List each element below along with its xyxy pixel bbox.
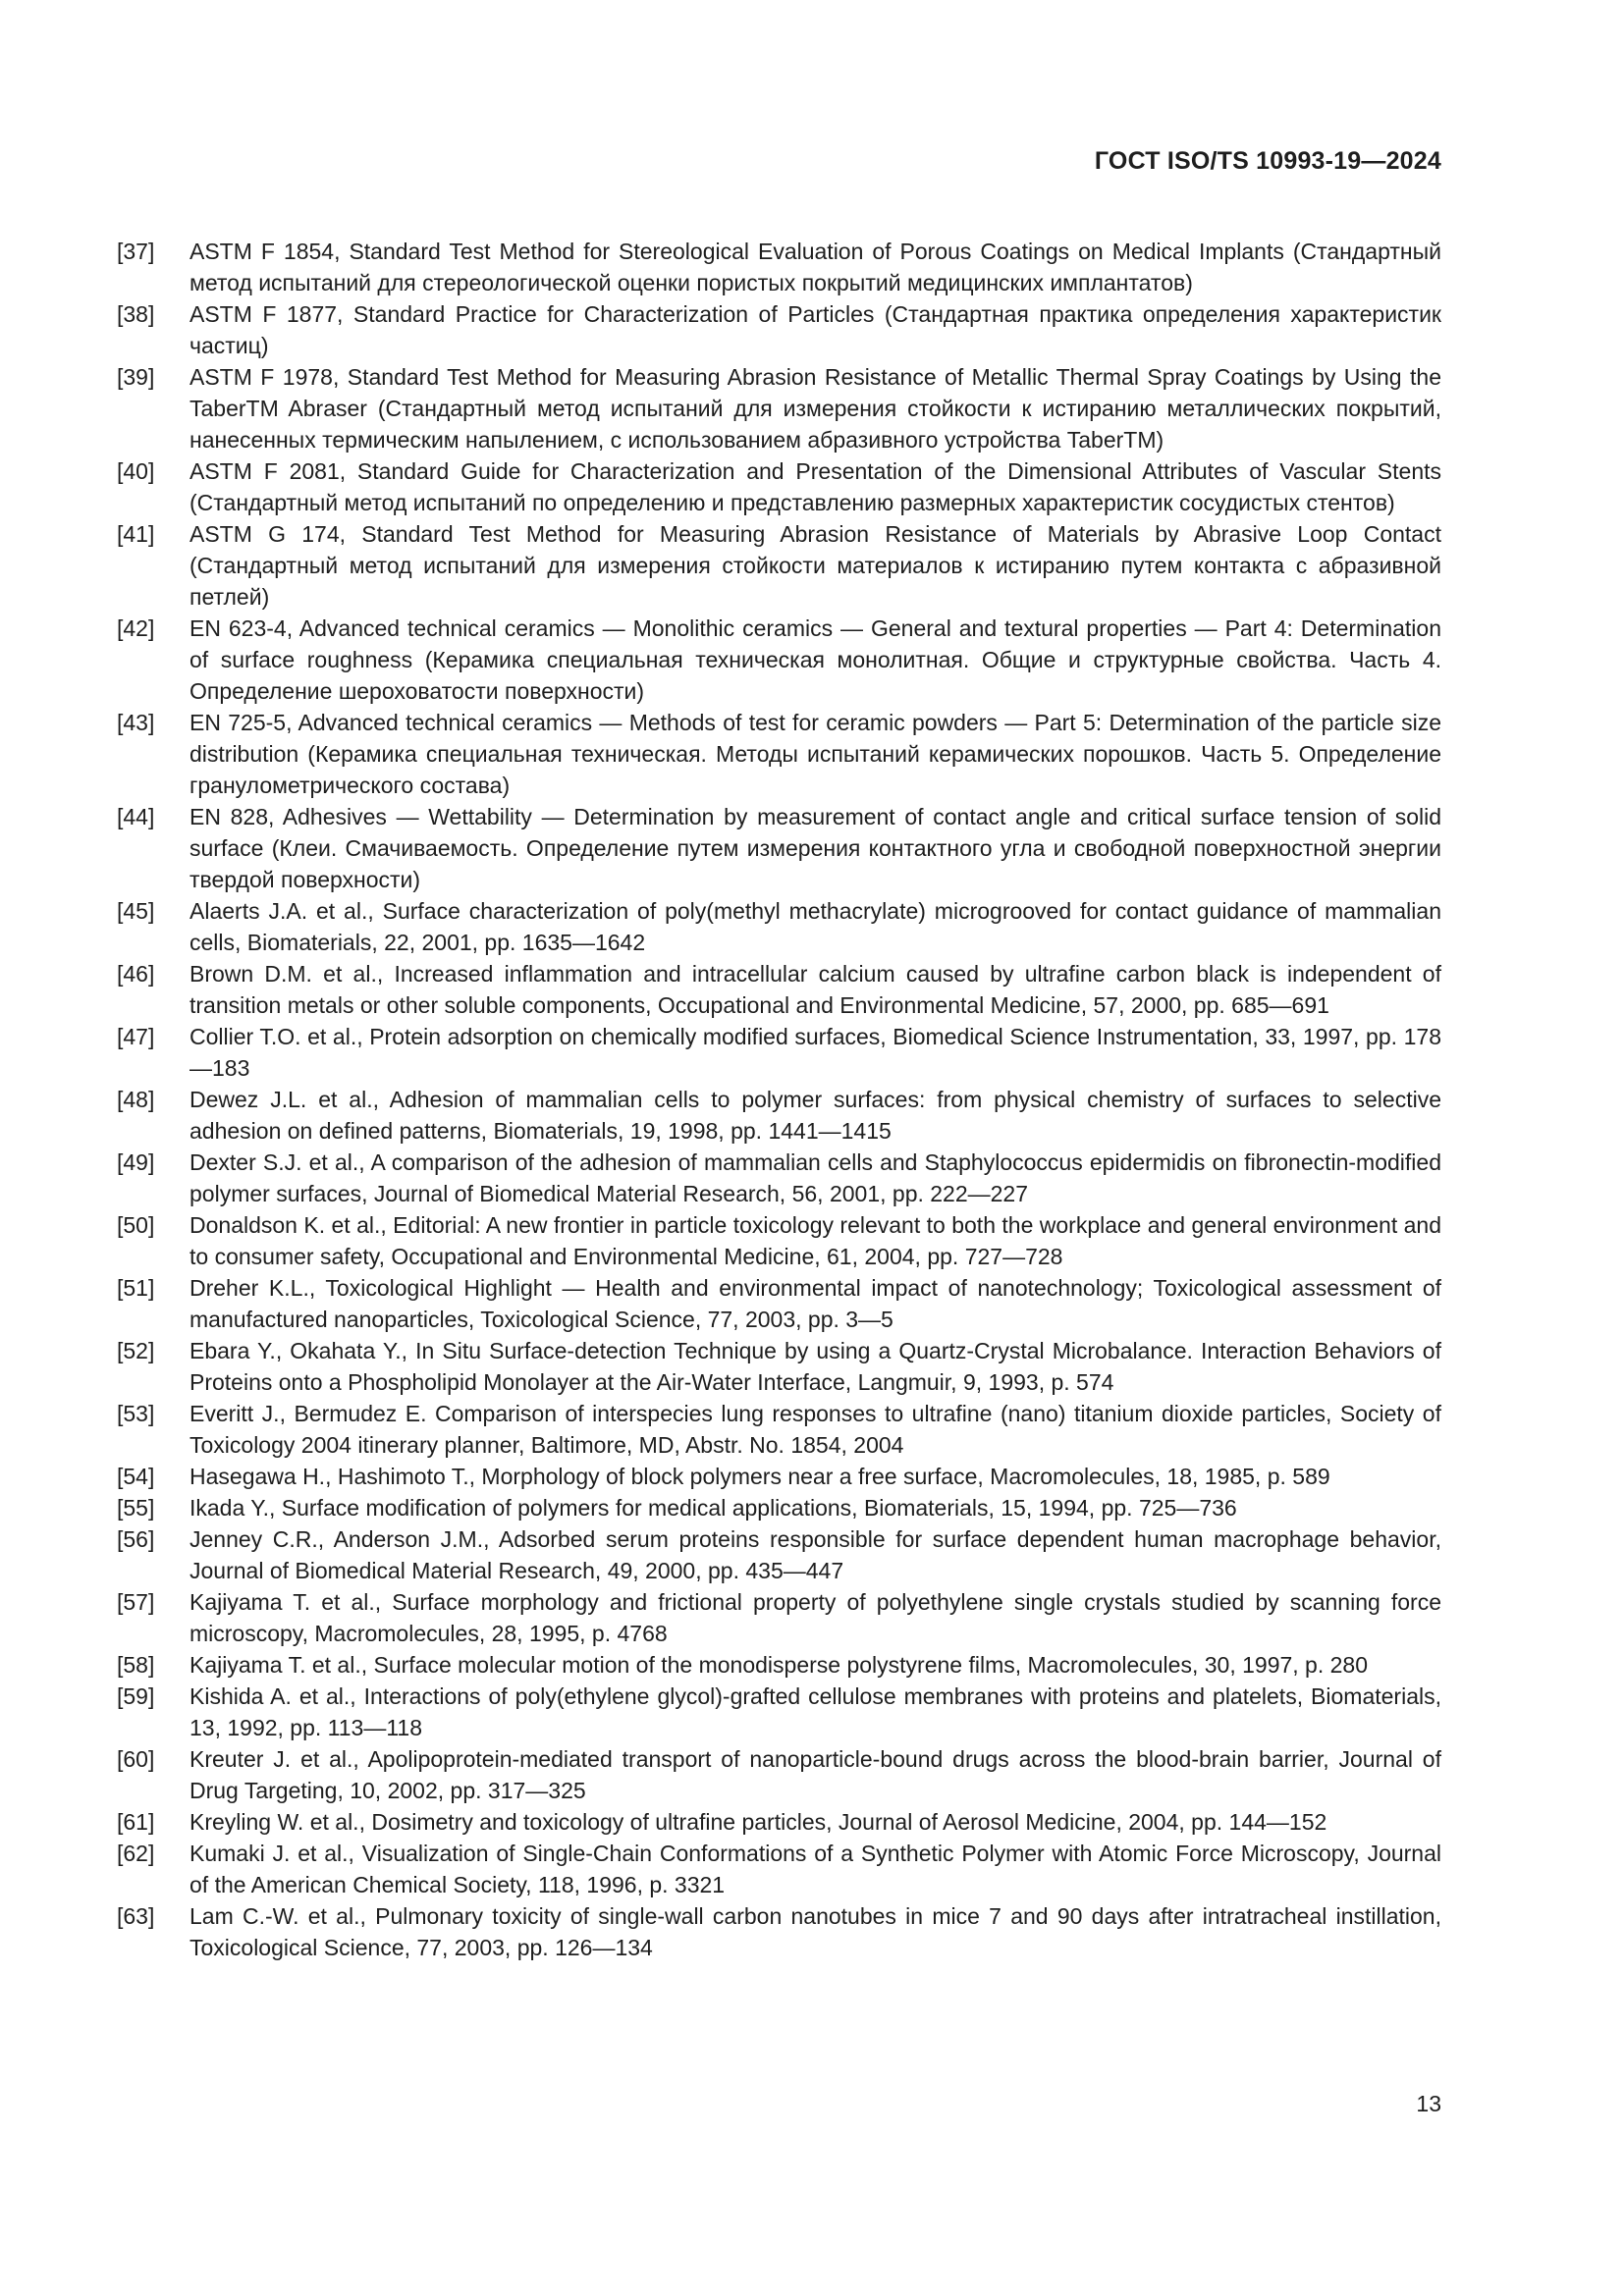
reference-entry (117, 613, 1441, 707)
reference-entry (117, 361, 1441, 455)
reference-number: [48] (117, 1087, 155, 1112)
reference-text: Kajiyama T. et al., Surface molecular motion of the monodisperse polystyrene films, Macromolecules, 30, 1997, p. 280 (189, 1652, 1368, 1678)
reference-entry (117, 518, 1441, 613)
reference-entry (117, 1900, 1441, 1963)
reference-number: [37] (117, 239, 155, 264)
reference-text: Everitt J., Bermudez E. Comparison of interspecies lung responses to ultrafine (nano) titanium dioxide particles, Society of Toxicology 2004 itinerary planner, Baltimore, MD, Abstr. No. 1854, 2004 (189, 1401, 1441, 1458)
reference-entry (117, 298, 1441, 361)
reference-entry (117, 236, 1441, 298)
bibliography-list (117, 236, 1441, 1963)
reference-number: [54] (117, 1464, 155, 1489)
reference-entry (117, 1147, 1441, 1209)
reference-text: Lam C.-W. et al., Pulmonary toxicity of single-wall carbon nanotubes in mice 7 and 90 days after intratracheal instillation, Toxicological Science, 77, 2003, pp. 126—134 (189, 1903, 1441, 1960)
reference-text: EN 725-5, Advanced technical ceramics — Methods of test for ceramic powders — Part 5: Determination of the particle size distribution (Керамика специальная техническая. Методы испытаний керамических порошков. Часть 5. Определение гранулометрического состава) (189, 710, 1441, 798)
reference-text: Dreher K.L., Toxicological Highlight — Health and environmental impact of nanotechnology; Toxicological assessment of manufactured nanoparticles, Toxicological Science, 77, 2003, pp. 3—5 (189, 1275, 1441, 1332)
reference-text: Hasegawa H., Hashimoto T., Morphology of block polymers near a free surface, Macromolecules, 18, 1985, p. 589 (189, 1464, 1330, 1489)
reference-text: ASTM F 1877, Standard Practice for Characterization of Particles (Стандартная практика определения характеристик частиц) (189, 301, 1441, 358)
reference-text: Kajiyama T. et al., Surface morphology and frictional property of polyethylene single crystals studied by scanning force microscopy, Macromolecules, 28, 1995, p. 4768 (189, 1589, 1441, 1646)
reference-text: Dewez J.L. et al., Adhesion of mammalian cells to polymer surfaces: from physical chemistry of surfaces to selective adhesion on defined patterns, Biomaterials, 19, 1998, pp. 1441—1415 (189, 1087, 1441, 1144)
reference-text: Dexter S.J. et al., A comparison of the adhesion of mammalian cells and Staphylococcus epidermidis on fibronectin-modified polymer surfaces, Journal of Biomedical Material Research, 56, 2001, pp. 222—227 (189, 1149, 1441, 1206)
reference-entry (117, 707, 1441, 801)
reference-text: ASTM F 1978, Standard Test Method for Measuring Abrasion Resistance of Metallic Thermal Spray Coatings by Using the TaberTM Abraser (Стандартный метод испытаний для измерения стойкости к истиранию металлических покрытий, нанесенных термическим напылением, с использованием абразивного устройства TaberTM) (189, 364, 1441, 453)
reference-text: Collier T.O. et al., Protein adsorption on chemically modified surfaces, Biomedical Science Instrumentation, 33, 1997, pp. 178—183 (189, 1024, 1441, 1081)
reference-text: Brown D.M. et al., Increased inflammation and intracellular calcium caused by ultrafine carbon black is independent of transition metals or other soluble components, Occupational and Environmental Medicine, 57, 2000, pp. 685—691 (189, 961, 1441, 1018)
reference-text: Ikada Y., Surface modification of polymers for medical applications, Biomaterials, 15, 1994, pp. 725—736 (189, 1495, 1237, 1521)
reference-entry (117, 1681, 1441, 1743)
reference-number: [60] (117, 1746, 155, 1772)
reference-entry (117, 1743, 1441, 1806)
reference-number: [51] (117, 1275, 155, 1301)
reference-entry (117, 1806, 1441, 1838)
reference-number: [49] (117, 1149, 155, 1175)
reference-number: [55] (117, 1495, 155, 1521)
reference-text: EN 623-4, Advanced technical ceramics — Monolithic ceramics — General and textural properties — Part 4: Determination of surface roughness (Керамика специальная техническая монолитная. Общие и структурные свойства. Часть 4. Определение шероховатости поверхности) (189, 615, 1441, 704)
reference-text: Alaerts J.A. et al., Surface characterization of poly(methyl methacrylate) microgrooved for contact guidance of mammalian cells, Biomaterials, 22, 2001, pp. 1635—1642 (189, 898, 1441, 955)
reference-entry (117, 1398, 1441, 1461)
reference-text: Kishida A. et al., Interactions of poly(ethylene glycol)-grafted cellulose membranes with proteins and platelets, Biomaterials, 13, 1992, pp. 113—118 (189, 1683, 1441, 1740)
reference-text: Kreyling W. et al., Dosimetry and toxicology of ultrafine particles, Journal of Aerosol Medicine, 2004, pp. 144—152 (189, 1809, 1327, 1835)
reference-entry (117, 455, 1441, 518)
reference-text: Ebara Y., Okahata Y., In Situ Surface-detection Technique by using a Quartz-Crystal Microbalance. Interaction Behaviors of Proteins onto a Phospholipid Monolayer at the Air-Water Interface, Langmuir, 9, 1993, p. 574 (189, 1338, 1441, 1395)
reference-text: ASTM F 2081, Standard Guide for Characterization and Presentation of the Dimensional Attributes of Vascular Stents (Стандартный метод испытаний по определению и представлению размерных характеристик сосудистых стентов) (189, 458, 1441, 515)
reference-number: [44] (117, 804, 155, 829)
reference-text: ASTM G 174, Standard Test Method for Measuring Abrasion Resistance of Materials by Abrasive Loop Contact (Стандартный метод испытаний для измерения стойкости материалов к истиранию путем контакта с абразивной петлей) (189, 521, 1441, 610)
reference-entry (117, 958, 1441, 1021)
reference-text: Kreuter J. et al., Apolipoprotein-mediated transport of nanoparticle-bound drugs across the blood-brain barrier, Journal of Drug Targeting, 10, 2002, pp. 317—325 (189, 1746, 1441, 1803)
reference-entry (117, 1272, 1441, 1335)
reference-entry (117, 1492, 1441, 1523)
reference-entry (117, 1084, 1441, 1147)
reference-number: [42] (117, 615, 155, 641)
document-header: ГОСТ ISO/TS 10993-19—2024 (1094, 147, 1441, 175)
reference-number: [38] (117, 301, 155, 327)
reference-entry (117, 1838, 1441, 1900)
reference-entry (117, 1586, 1441, 1649)
reference-number: [43] (117, 710, 155, 735)
reference-number: [61] (117, 1809, 155, 1835)
reference-entry (117, 1335, 1441, 1398)
reference-number: [50] (117, 1212, 155, 1238)
reference-number: [57] (117, 1589, 155, 1615)
reference-number: [39] (117, 364, 155, 390)
reference-number: [59] (117, 1683, 155, 1709)
reference-text: EN 828, Adhesives — Wettability — Determination by measurement of contact angle and critical surface tension of solid surface (Клеи. Смачиваемость. Определение путем измерения контактного угла и свободной поверхностной энергии твердой поверхности) (189, 804, 1441, 892)
reference-number: [63] (117, 1903, 155, 1929)
reference-text: Jenney C.R., Anderson J.M., Adsorbed serum proteins responsible for surface dependent human macrophage behavior, Journal of Biomedical Material Research, 49, 2000, pp. 435—447 (189, 1526, 1441, 1583)
reference-entry (117, 1523, 1441, 1586)
reference-number: [56] (117, 1526, 155, 1552)
reference-text: Kumaki J. et al., Visualization of Single-Chain Conformations of a Synthetic Polymer with Atomic Force Microscopy, Journal of the American Chemical Society, 118, 1996, p. 3321 (189, 1841, 1441, 1897)
reference-entry (117, 1649, 1441, 1681)
reference-entry (117, 1461, 1441, 1492)
reference-number: [58] (117, 1652, 155, 1678)
page-number: 13 (1416, 2091, 1441, 2116)
reference-entry (117, 895, 1441, 958)
reference-number: [53] (117, 1401, 155, 1426)
reference-entry (117, 1021, 1441, 1084)
reference-text: ASTM F 1854, Standard Test Method for Stereological Evaluation of Porous Coatings on Medical Implants (Стандартный метод испытаний для стереологической оценки пористых покрытий медицинских имплантатов) (189, 239, 1441, 295)
reference-number: [40] (117, 458, 155, 484)
reference-number: [62] (117, 1841, 155, 1866)
reference-number: [46] (117, 961, 155, 987)
reference-number: [47] (117, 1024, 155, 1049)
reference-entry (117, 1209, 1441, 1272)
reference-number: [45] (117, 898, 155, 924)
reference-number: [41] (117, 521, 155, 547)
reference-entry (117, 801, 1441, 895)
reference-number: [52] (117, 1338, 155, 1363)
reference-text: Donaldson K. et al., Editorial: A new frontier in particle toxicology relevant to both the workplace and general environment and to consumer safety, Occupational and Environmental Medicine, 61, 2004, pp. 727—728 (189, 1212, 1441, 1269)
